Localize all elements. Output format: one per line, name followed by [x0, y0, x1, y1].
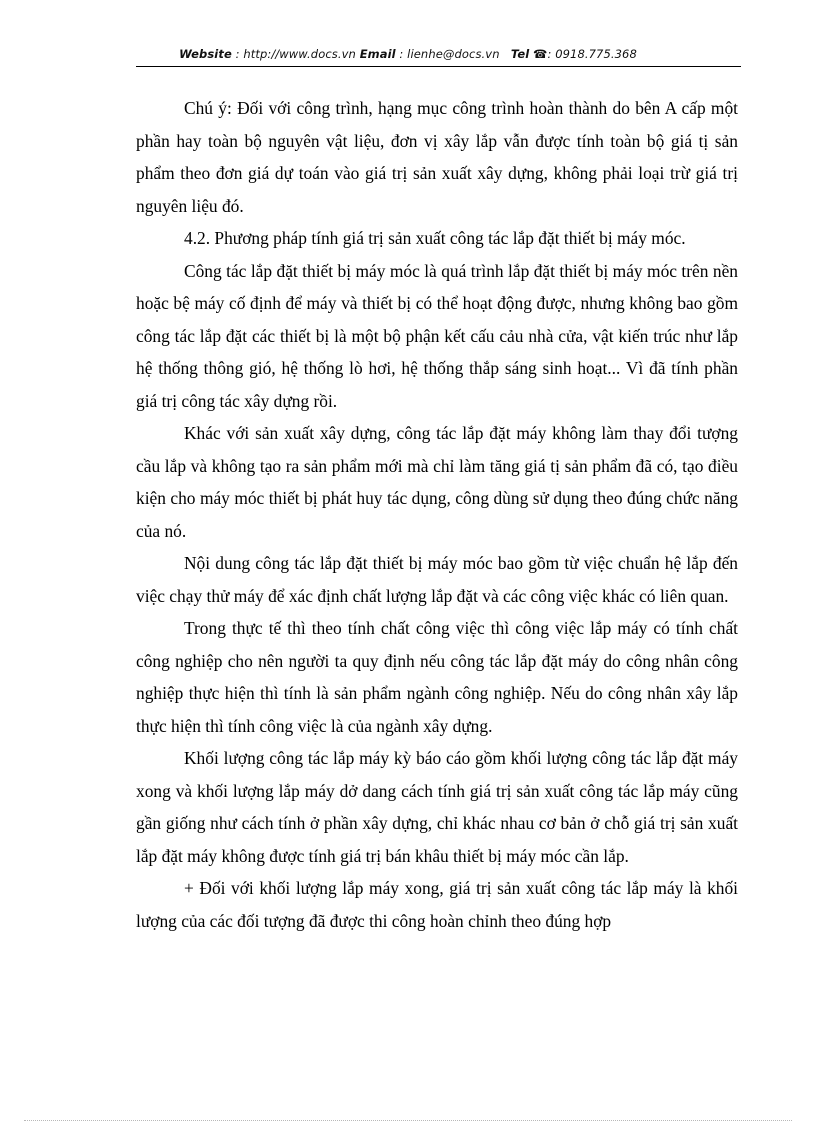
website-separator: : [231, 47, 244, 61]
email-separator: : [395, 47, 408, 61]
paragraph-note: Chú ý: Đối với công trình, hạng mục công trình hoàn thành do bên A cấp một phần hay toàn bộ nguyên vật liệu, đơn vị xây lắp vẫn được tính toàn bộ giá tị sản phẩm theo đơn giá dự toán vào giá trị sản xuất xây dựng, không phải loại trừ giá trị nguyên liệu đó. [136, 98, 738, 216]
email-address[interactable]: lienhe@docs.vn [407, 47, 500, 61]
website-label: Website [179, 47, 232, 61]
paragraph-difference: Khác với sản xuất xây dựng, công tác lắp đặt máy không làm thay đổi tượng cầu lắp và không tạo ra sản phẩm mới mà chỉ làm tăng giá tị sản phẩm đã có, tạo điều kiện cho máy móc thiết bị phát huy tác dụng, công dùng sử dụng theo đúng chức năng của nó. [136, 423, 738, 541]
footer-divider [24, 1120, 792, 1121]
tel-number: : 0918.775.368 [547, 47, 637, 61]
email-label: Email [359, 47, 396, 61]
tel-label: Tel [510, 47, 530, 61]
document-body [136, 92, 738, 937]
header-divider [136, 66, 741, 67]
paragraph-volume: Khối lượng công tác lắp máy kỳ báo cáo gồm khối lượng công tác lắp đặt máy xong và khối lượng lắp máy dở dang cách tính giá trị sản xuất công tác lắp máy cũng gần giống như cách tính ở phần xây dựng, chỉ khác nhau cơ bản ở chỗ giá trị sản xuất lắp đặt máy không được tính giá trị bán khâu thiết bị máy móc cần lắp. [136, 748, 738, 866]
website-url[interactable]: http://www.docs.vn [243, 47, 356, 61]
phone-icon: ☎ [533, 47, 548, 61]
paragraph-completed-volume: + Đối với khối lượng lắp máy xong, giá trị sản xuất công tác lắp máy là khối lượng của các đối tượng đã được thi công hoàn chỉnh theo đúng hợp [136, 878, 738, 931]
page-header [0, 47, 816, 61]
paragraph-practice: Trong thực tế thì theo tính chất công việc thì công việc lắp máy có tính chất công nghiệp cho nên người ta quy định nếu công tác lắp đặt máy do công nhân công nghiệp thực hiện thì tính là sản phẩm ngành công nghiệp. Nếu do công nhân xây lắp thực hiện thì tính công việc là của ngành xây dựng. [136, 618, 738, 736]
paragraph-definition: Công tác lắp đặt thiết bị máy móc là quá trình lắp đặt thiết bị máy móc trên nền hoặc bệ máy cố định để máy và thiết bị có thể hoạt động được, nhưng không bao gồm công tác lắp đặt các thiết bị là một bộ phận kết cấu cảu nhà cửa, vật kiến trúc như lắp hệ thống thông gió, hệ thống lò hơi, hệ thống thắp sáng sinh hoạt... Vì đã tính phần giá trị công tác xây dựng rồi. [136, 260, 738, 411]
paragraph-content: Nội dung công tác lắp đặt thiết bị máy móc bao gồm từ việc chuẩn hệ lắp đến việc chạy thử máy để xác định chất lượng lắp đặt và các công việc khác có liên quan. [136, 553, 738, 606]
section-heading-4-2: 4.2. Phương pháp tính giá trị sản xuất công tác lắp đặt thiết bị máy móc. [184, 228, 686, 248]
